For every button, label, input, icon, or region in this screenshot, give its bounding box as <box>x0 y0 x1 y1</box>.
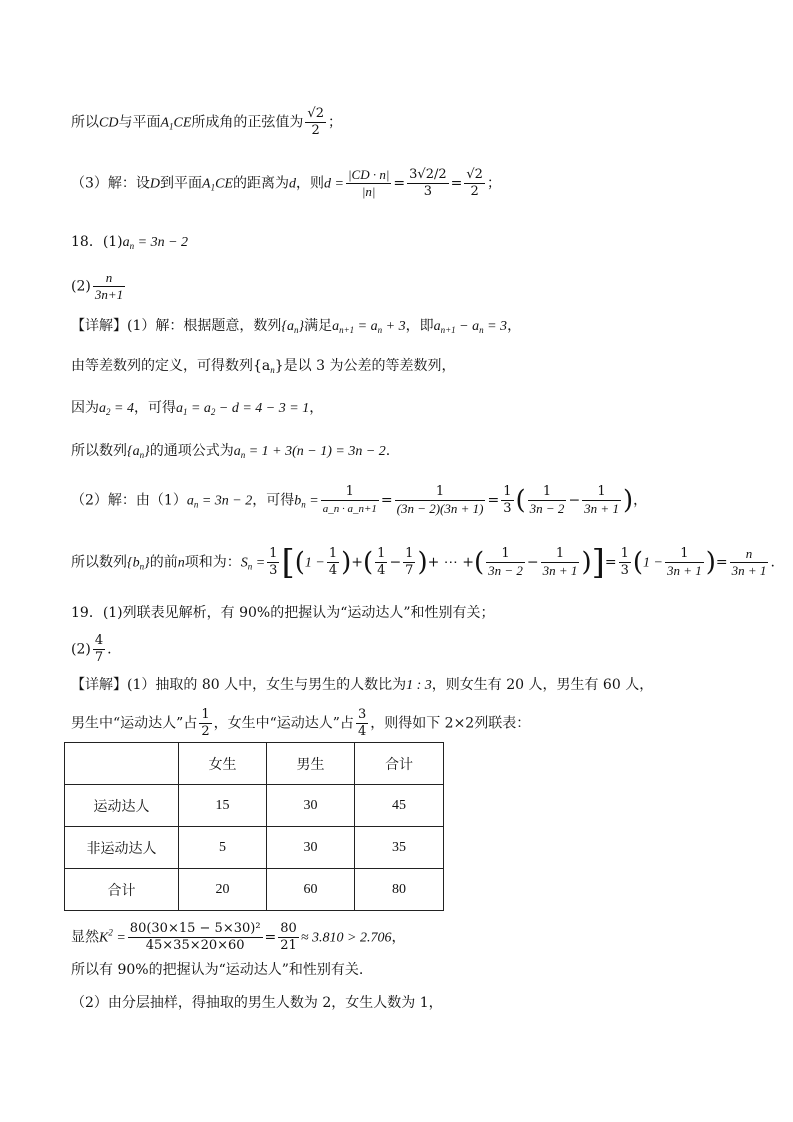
denominator: 4 <box>377 563 386 578</box>
table-cell: 30 <box>267 827 355 869</box>
table-cell: 60 <box>267 869 355 911</box>
text: 【详解】(1）抽取的 80 人中，女生与男生的人数比为 <box>71 677 407 693</box>
table-header-cell <box>65 743 179 785</box>
numerator: 80 <box>280 921 297 936</box>
math-d: D <box>149 176 161 192</box>
text: 【详解】(1）解：根据题意，数列 <box>71 318 282 334</box>
text: ，可得 <box>133 400 176 416</box>
text: 与平面 <box>118 114 161 131</box>
math: } <box>144 555 150 571</box>
line-conclusion <box>71 960 363 980</box>
line-part2 <box>71 993 443 1013</box>
math: a <box>332 319 340 334</box>
numerator: √2 <box>466 167 483 182</box>
fraction <box>665 546 704 579</box>
math: } <box>144 444 150 459</box>
text: ，可得 <box>252 492 295 509</box>
text: = <box>393 175 406 192</box>
line-detail-2: 由等差数列的定义，可得数列$\{a_n\}$是以 3 为公差的等差数列， <box>71 358 456 375</box>
denominator: 3 <box>620 563 629 578</box>
numerator: 1 <box>665 546 704 563</box>
line-detail-6: 所以数列$\{b_n\}$的前n项和为：$S_n$ = $\frac{1}{3}$ [(1 − $\frac{1}{4}$ )+( $\frac{1}{4}$ − $\frac{1}{7}$ )+ ⋯ +( $\frac{1}{3n - 2}$ − $\frac{1}{3n + 1}$ )]= $\frac{1}{3}$ (1 − $\frac{1}{3n + 1}$ )= $\frac{n}{3n + 1}$ . <box>71 542 775 583</box>
math: ≈ 3.810 > 2.706 <box>300 930 392 946</box>
math: = 3n − 2 <box>198 493 253 509</box>
denominator: 7 <box>405 563 414 578</box>
text: ，则得如下 2×2列联表： <box>370 715 531 732</box>
line-detail-4: 所以数列$\{a_n\}$的通项公式为$a_n = 1 + 3(n - 1) = 3n - 2$. <box>71 443 391 460</box>
table-header-cell: 合计 <box>355 743 444 785</box>
fraction-n-over-3n1 <box>93 270 125 303</box>
math: 1 − <box>643 555 663 571</box>
table-cell: 15 <box>179 785 267 827</box>
math: a <box>433 319 441 334</box>
fraction <box>128 921 263 954</box>
numerator: 1 <box>321 484 379 501</box>
fraction-value <box>407 167 448 200</box>
math: 1 − <box>304 555 325 571</box>
numerator: 1 <box>201 707 210 722</box>
math: = 4 <box>110 401 134 416</box>
line-q19-answer1 <box>71 603 495 623</box>
text: . <box>107 641 112 658</box>
denominator: 21 <box>280 938 297 953</box>
text: （2）解：由（1） <box>71 492 187 509</box>
text: = <box>487 492 500 509</box>
denominator: 45×35×20×60 <box>145 938 245 953</box>
line-detail-5: （2）解：由$(1)a_n = 3n - 2$，可得$b_n$ = $\frac{1}{a\_n \cdot a\_n+1}$ = $\frac{1}{(3n - 2)(3n + 1)}$ = $\frac{1}{3}$ ( $\frac{1}{3n - 2}$ − $\frac{1}{3n + 1}$ )， <box>71 484 648 516</box>
text: 19．(1)列联表见解析，有 90%的把握认为“运动达人”和性别有关； <box>71 605 495 621</box>
math: − a <box>455 319 480 334</box>
text: 因为 <box>71 400 99 416</box>
text: . <box>770 554 775 571</box>
line-distance: （3）解：设D到平面$A_1CE$的距离为d，则d = $\frac{|CD \cdot n|}{|n|}$ = $\frac{3√2/2}{3}$ = $\frac{√2}{2}$ ； <box>71 167 501 199</box>
fraction <box>541 546 580 579</box>
text: 所以有 90%的把握认为“运动达人”和性别有关. <box>71 962 364 978</box>
math-ce: CE <box>215 176 233 192</box>
table-cell: 35 <box>355 827 444 869</box>
table-header-cell: 男生 <box>267 743 355 785</box>
math: n <box>177 555 185 571</box>
numerator: |CD · n| <box>347 167 390 182</box>
text: − <box>568 492 581 509</box>
denominator: 2 <box>201 724 210 739</box>
math: a <box>186 493 194 509</box>
text: 所以数列 <box>71 443 127 459</box>
fraction <box>93 633 105 666</box>
denominator: 2 <box>470 184 479 199</box>
denominator: 3n+1 <box>94 287 124 302</box>
fraction <box>356 707 368 740</box>
fraction <box>278 921 299 954</box>
numerator: n <box>93 270 125 287</box>
text: + ⋯ + <box>427 554 474 571</box>
text: 的前 <box>149 554 178 571</box>
denominator: 3n − 2 <box>488 563 523 578</box>
denominator: 3n + 1 <box>542 563 578 578</box>
line-detail-3: 因为$a_2 = 4$，可得$a_1 = a_2 - d = 4 - 3 = 1$， <box>71 400 324 417</box>
text: 显然 <box>71 929 99 946</box>
text: ，女生中“运动达人”占 <box>213 715 354 732</box>
text: . <box>385 443 391 459</box>
text: (2) <box>71 278 91 295</box>
text: − <box>389 554 402 571</box>
fraction <box>619 546 631 579</box>
table-row <box>65 869 444 911</box>
text: = <box>715 554 728 571</box>
text: − <box>526 554 539 571</box>
math: = <box>112 930 126 946</box>
line-detail-1: 【详解】(1）解：根据题意，数列$\{a_n\}$满足$a_{n+1} = a_n + 3$，即$a_{n+1} - a_n = 3$， <box>71 318 522 335</box>
math: S <box>240 555 248 571</box>
text: （2）由分层抽样，得抽取的男生人数为 2，女生人数为 1， <box>71 995 443 1011</box>
math: {a <box>281 319 294 334</box>
fraction <box>501 484 513 517</box>
fraction-sqrt2-over-2 <box>305 106 326 139</box>
table-header-row <box>65 743 444 785</box>
denominator: 3n + 1 <box>666 563 702 578</box>
math: K <box>99 930 109 946</box>
math: = <box>252 555 266 571</box>
numerator: 3 <box>357 707 367 722</box>
denominator: 4 <box>357 724 367 739</box>
math-cd: CD <box>99 115 119 131</box>
text: = <box>604 554 617 571</box>
numerator: 1 <box>328 546 338 561</box>
text: 的通项公式为 <box>149 443 234 459</box>
numerator: 1 <box>486 546 525 563</box>
numerator: 1 <box>620 546 629 561</box>
math: a <box>233 444 241 459</box>
denominator: |n| <box>361 184 376 199</box>
denominator: 3n + 1 <box>584 501 619 516</box>
fraction <box>582 484 621 517</box>
table-cell: 非运动达人 <box>65 827 179 869</box>
numerator: 1 <box>269 546 278 561</box>
table-cell: 运动达人 <box>65 785 179 827</box>
numerator: 1 <box>528 484 567 501</box>
math-ce: CE <box>173 115 192 131</box>
math-d-eq: d = <box>324 176 344 192</box>
text: = <box>380 492 393 509</box>
math: = a <box>187 401 211 416</box>
numerator: 1 <box>377 546 386 561</box>
numerator: 4 <box>94 633 104 648</box>
fraction <box>486 546 525 579</box>
table-row <box>65 827 444 869</box>
text: 满足 <box>304 318 333 334</box>
math: = 3 <box>483 319 508 334</box>
denominator: (3n − 2)(3n + 1) <box>396 501 484 516</box>
numerator: 1 <box>395 484 486 501</box>
line-q19-answer2 <box>71 633 112 666</box>
fraction <box>403 546 415 579</box>
text: }是以 3 为公差的等差数列， <box>274 358 456 374</box>
line-detail-7 <box>71 675 653 696</box>
text: ； <box>486 175 501 192</box>
text: （3）解：设 <box>71 175 150 192</box>
math: 1 : 3 <box>406 678 432 693</box>
text: ，则女生有 20 人，男生有 60 人， <box>431 677 654 693</box>
math: − d = 4 − 3 = 1 <box>215 401 310 416</box>
text: 到平面 <box>160 175 203 192</box>
math-d: d <box>289 176 296 192</box>
fraction <box>321 484 379 517</box>
denominator: 2 <box>311 123 320 138</box>
denominator: 3n − 2 <box>529 501 565 516</box>
text: 所以数列 <box>71 554 127 571</box>
text: ， <box>633 492 648 509</box>
line-sine-result: 所以CD与平面$A_1CE$所成角的正弦值为 $\frac{√2}{2}$ ； <box>71 106 342 138</box>
numerator: 80(30×15 − 5×30)² <box>129 921 261 936</box>
numerator: √2 <box>307 106 324 121</box>
text: ， <box>309 400 324 416</box>
text: + <box>351 554 363 571</box>
contingency-table <box>64 742 444 911</box>
denominator: 3 <box>503 501 512 516</box>
line-q18-answer1 <box>71 232 188 256</box>
denominator: a_n · a_n+1 <box>322 503 377 515</box>
table-header-cell: 女生 <box>179 743 267 785</box>
math: = a <box>354 319 378 334</box>
text: = <box>264 929 277 946</box>
numerator: 1 <box>541 546 580 563</box>
text: ，即 <box>405 318 434 334</box>
fraction <box>395 484 486 517</box>
text: ， <box>391 929 406 946</box>
math: {a <box>127 444 140 459</box>
text: 的距离为 <box>233 175 289 192</box>
math: {b <box>127 555 140 571</box>
text: = <box>450 175 463 192</box>
superscript: 2 <box>108 927 113 938</box>
numerator: 1 <box>582 484 621 501</box>
text: ，则 <box>296 175 324 192</box>
table-cell: 20 <box>179 869 267 911</box>
table-row <box>65 785 444 827</box>
fraction-distance <box>346 167 391 200</box>
math: a <box>175 401 183 416</box>
math-a: a <box>122 235 130 250</box>
text: 所以 <box>71 114 99 131</box>
math-a: A <box>160 115 170 131</box>
denominator: 3 <box>269 563 278 578</box>
text: 项和为： <box>184 554 241 571</box>
denominator: 4 <box>328 563 338 578</box>
denominator: 3 <box>423 184 433 199</box>
line-chi-square <box>71 921 405 954</box>
math: + 3 <box>382 319 406 334</box>
math-expr: = 3n − 2 <box>134 235 189 250</box>
numerator: 1 <box>503 484 512 499</box>
denominator: 7 <box>94 650 104 665</box>
text: 所成角的正弦值为 <box>191 114 304 131</box>
fraction-result <box>464 167 485 200</box>
fraction <box>199 707 211 740</box>
math: = 1 + 3(n − 1) = 3n − 2 <box>245 444 386 459</box>
line-detail-8 <box>71 707 530 740</box>
text: 由等差数列的定义，可得数列{a <box>71 358 271 374</box>
table-cell: 合计 <box>65 869 179 911</box>
fraction <box>375 546 387 579</box>
numerator: 1 <box>405 546 414 561</box>
table-cell: 5 <box>179 827 267 869</box>
table-cell: 30 <box>267 785 355 827</box>
math: = <box>305 493 319 509</box>
denominator: 3n + 1 <box>731 563 767 578</box>
math-a: A <box>202 176 211 192</box>
text: ， <box>507 318 522 334</box>
table-cell: 80 <box>355 869 444 911</box>
fraction <box>730 546 769 579</box>
numerator: n <box>730 546 769 563</box>
numerator: 3√2/2 <box>409 167 447 182</box>
math: } <box>298 319 305 334</box>
text: 18．(1) <box>71 234 123 250</box>
subscript: n <box>129 241 135 251</box>
fraction <box>267 546 279 579</box>
math: a <box>99 401 106 416</box>
math: b <box>294 493 302 509</box>
fraction <box>528 484 567 517</box>
text: (2) <box>71 641 91 658</box>
line-q18-answer2 <box>71 270 127 303</box>
text: ； <box>327 114 342 131</box>
fraction <box>327 546 339 579</box>
table-cell: 45 <box>355 785 444 827</box>
text: 男生中“运动达人”占 <box>71 715 198 732</box>
